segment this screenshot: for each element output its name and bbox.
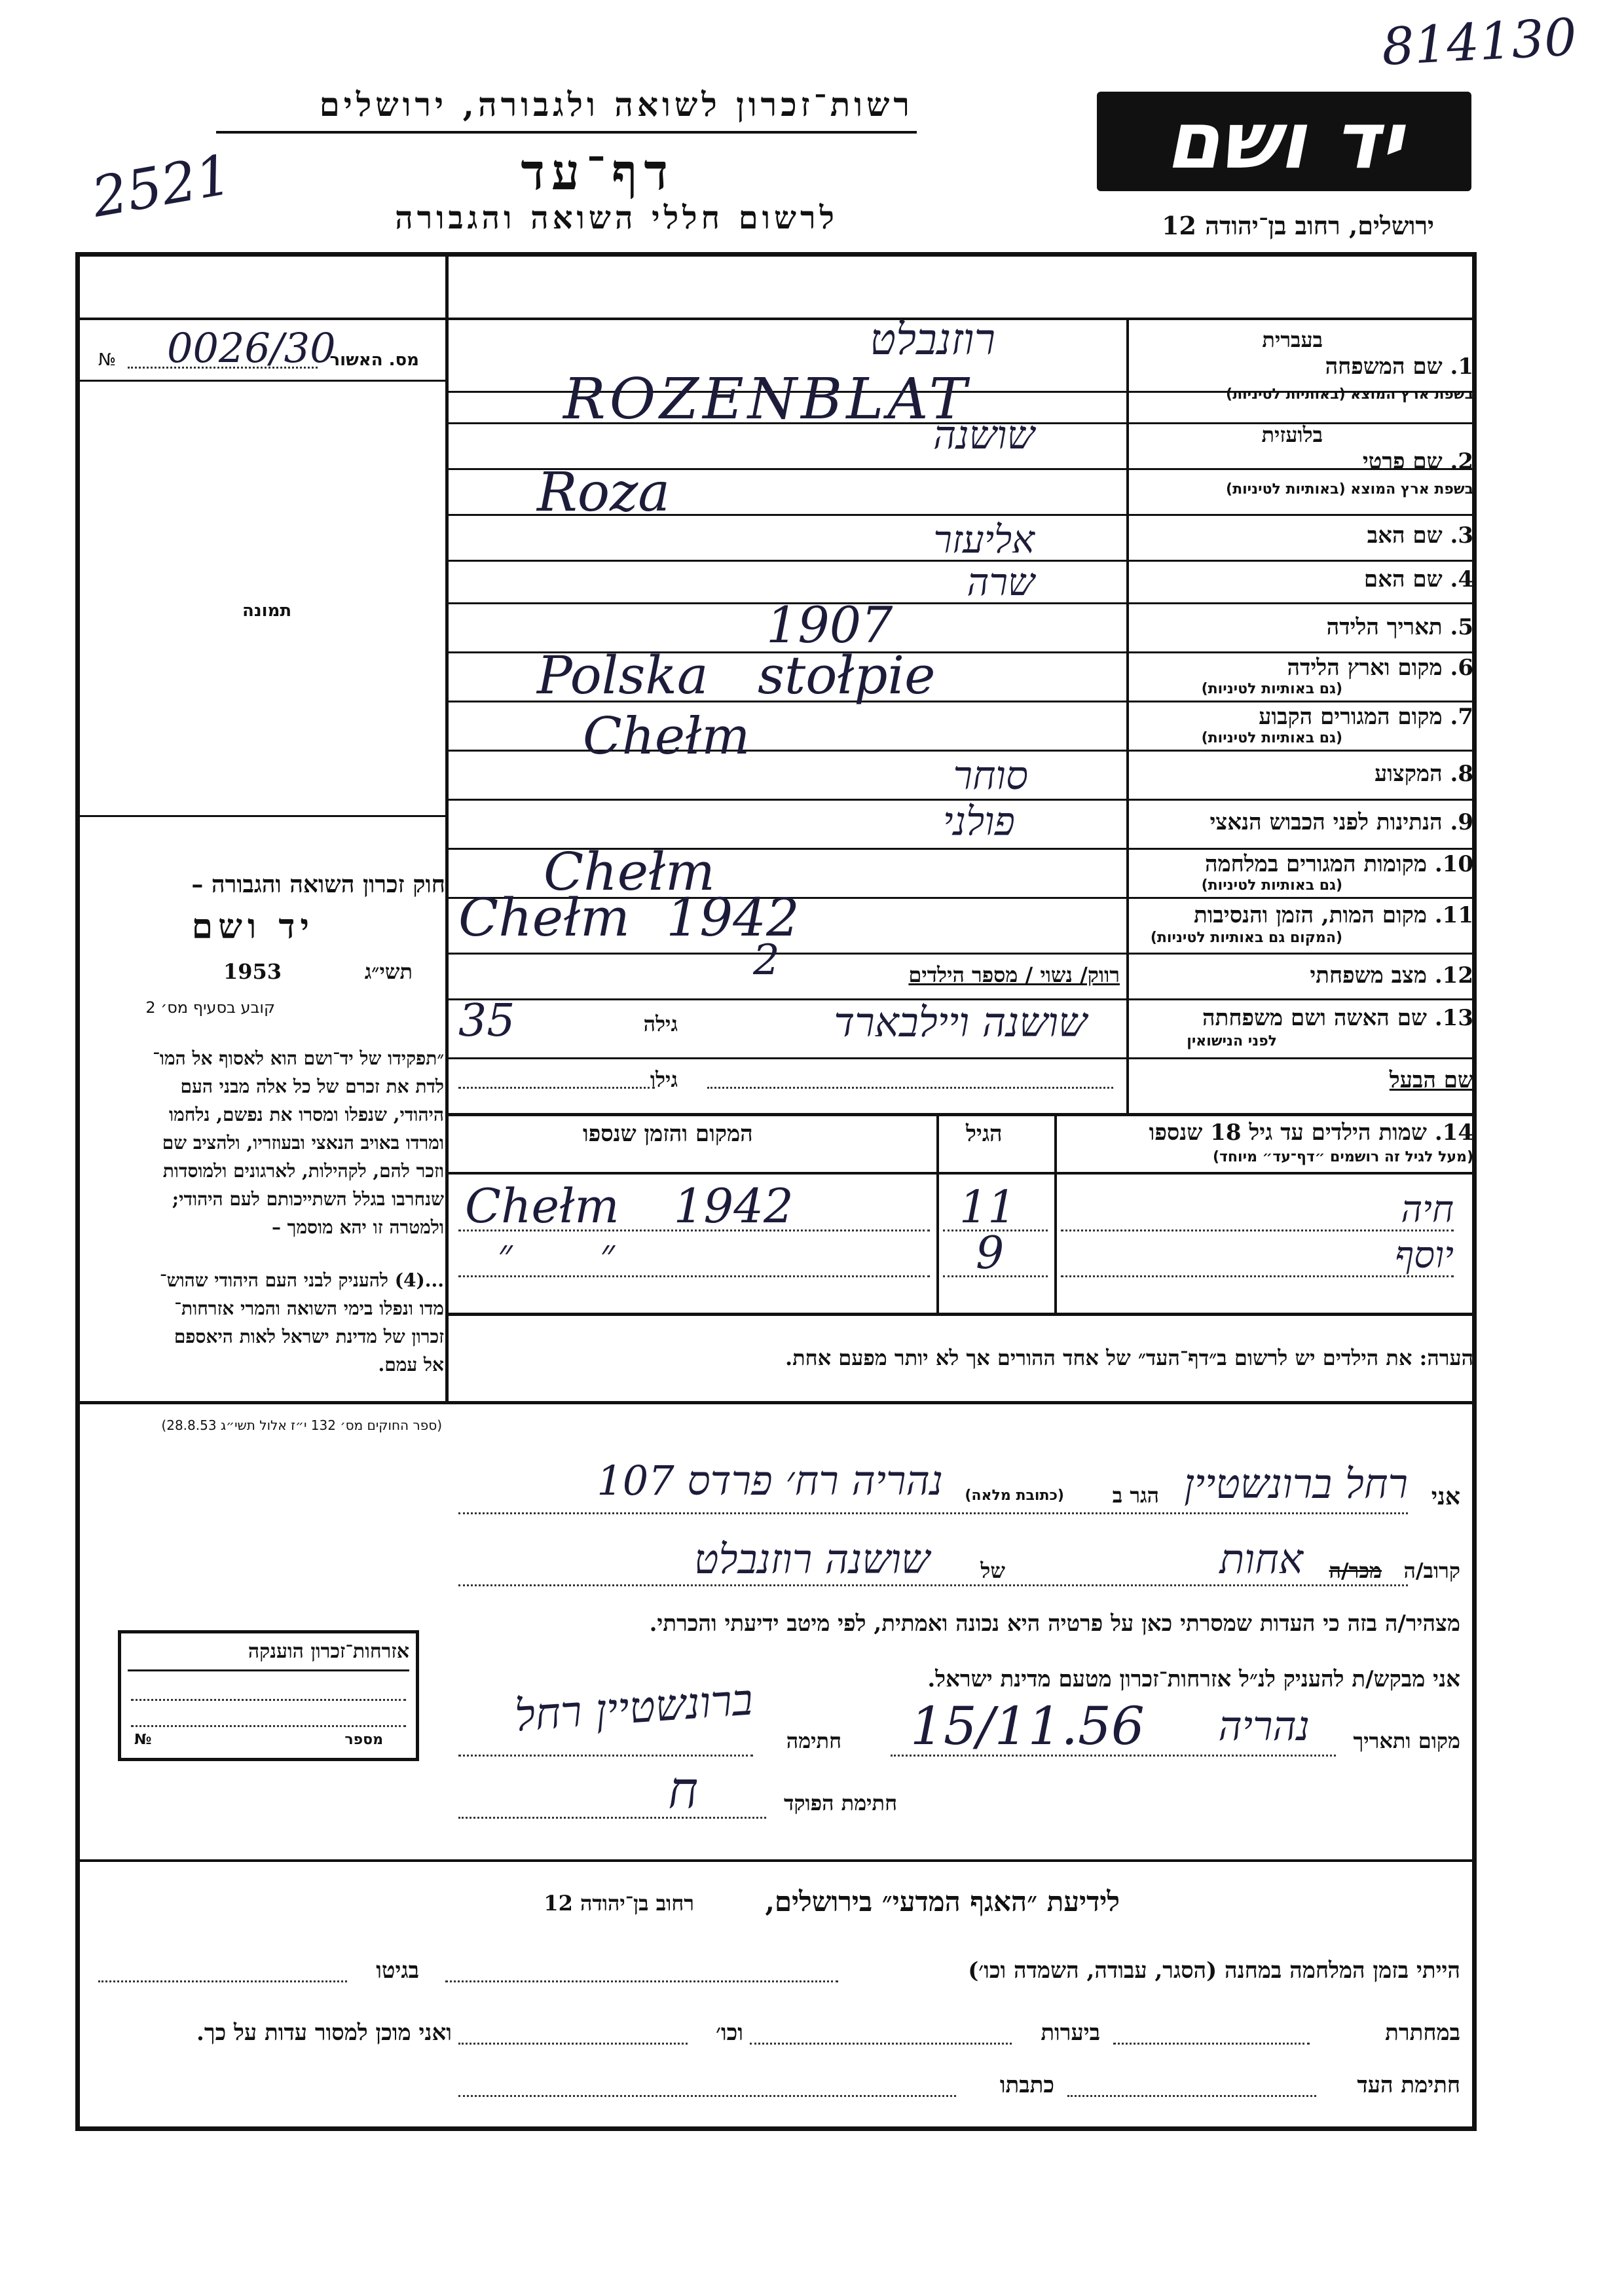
officer-signature-dots <box>458 1817 766 1819</box>
law-title: חוק זכרון השואה והגבורה – <box>191 871 445 898</box>
archive-number-top: 814130 <box>1380 8 1578 77</box>
field-10-label: 10. מקומות המגורים במלחמה <box>1204 851 1473 877</box>
law-year-heb: תשי״ג <box>364 959 413 984</box>
place-date-dots <box>891 1755 1336 1757</box>
field-6-label: 6. מקום וארץ הלידה <box>1287 655 1473 681</box>
field-1-sub: בשפת ארץ המוצא (באותיות לטיניות) <box>1226 386 1473 403</box>
footer-testimony-label: ואני מוכן למסור עדות על כך. <box>196 2020 452 2046</box>
children-end-line <box>449 1313 1477 1316</box>
authority-underline <box>216 131 917 134</box>
declarant-dots <box>458 1512 1408 1514</box>
nationality[interactable]: פולני <box>942 799 1015 845</box>
field-3-label: 3. שם האב <box>1367 522 1473 549</box>
firstname-hebrew[interactable]: שושנה <box>933 412 1035 458</box>
row-line <box>449 1113 1477 1116</box>
footer-etc-dots <box>458 2043 688 2045</box>
law-line: אל עמם. <box>378 1354 444 1376</box>
citizenship-dots <box>131 1725 406 1727</box>
husband-age-dots <box>458 1087 655 1089</box>
signature-value[interactable]: ברונשטיין רחל <box>513 1674 755 1741</box>
form-subtitle: לרשום חללי השואה והגבורה <box>395 200 838 236</box>
wife-age[interactable]: 35 <box>458 995 515 1047</box>
children-col-place: המקום והזמן שנספו <box>583 1121 753 1147</box>
children-sub: (מעל לגיל זה רושמים ״דף־עד״ מיוחד) <box>1212 1149 1473 1165</box>
place-value[interactable]: נהריה <box>1218 1702 1310 1750</box>
approval-label: מס. האשור <box>329 350 419 370</box>
surname-latin[interactable]: ROZENBLAT <box>563 367 971 432</box>
footer-camp-dots <box>445 1980 838 1982</box>
citizenship-dots <box>131 1699 406 1701</box>
full-address-label: (כתובת מלאה) <box>965 1487 1064 1504</box>
statement-1: מצהיר/ה בזה כי העדות שמסרתי כאן על פרטיה היא נכונה ואמתית, לפי מיטב ידיעתי והכרתי. <box>649 1611 1460 1637</box>
footer-address-label: כתבתו <box>999 2072 1054 2098</box>
field-1-label: 1. שם המשפחה <box>1325 354 1473 380</box>
archive-number-left: 2521 <box>87 142 236 230</box>
footer-ghetto-label: בגיטו <box>376 1958 419 1984</box>
citizenship-line <box>128 1669 409 1671</box>
of-name[interactable]: שושנה רוזנבלט <box>694 1535 930 1583</box>
row-line <box>449 1057 1477 1059</box>
citizenship-number-label: מספר <box>344 1732 383 1748</box>
note-bottom-line <box>75 1401 1477 1404</box>
signature-dots <box>458 1755 753 1757</box>
child-1-place[interactable]: Chełm 1942 <box>465 1178 794 1233</box>
law-line: שנחרבו בגלל השתייכותם לעם היהודי; <box>172 1188 444 1210</box>
law-year: 1953 <box>223 959 282 984</box>
husband-name-dots <box>707 1087 1113 1089</box>
mother-name[interactable]: שרה <box>967 560 1035 604</box>
photo-label: תמונה <box>242 601 292 621</box>
declarant-address[interactable]: נהריה רח׳ פרדס 107 <box>597 1457 943 1504</box>
row-line <box>449 602 1477 604</box>
field-2-label: 2. שם פרטי <box>1362 448 1473 475</box>
firstname-latin[interactable]: Roza <box>537 462 671 524</box>
officer-signature-label: חתימת הפוקד <box>784 1791 897 1815</box>
sidebar-divider <box>445 252 449 1404</box>
of-label: של <box>980 1558 1005 1583</box>
signature-label: חתימה <box>786 1728 841 1753</box>
acquaintance-label: מכר/ה <box>1329 1558 1382 1583</box>
relation-dots <box>458 1584 1408 1586</box>
children-label: 14. שמות הילדים עד גיל 18 שנספו <box>1149 1120 1473 1146</box>
footer-forests-dots <box>750 2043 1012 2045</box>
wartime-residence[interactable]: Chełm <box>544 841 715 902</box>
footer-underground-label: במחתרת <box>1385 2020 1460 2046</box>
yad-vashem-logo <box>1097 92 1471 191</box>
law-line: לדת את זכרם של כל אלה מבני העם <box>180 1076 444 1097</box>
place-date-label: מקום ותאריך <box>1353 1728 1460 1753</box>
footer-forests-label: ביערות <box>1041 2020 1100 2046</box>
statement-2: אני מבקש/ת להעניק לנ״ל אזרחות־זכרון מטעם מדינת ישראל. <box>927 1666 1460 1692</box>
field-9-label: 9. הנתינות לפני הכבוש הנאצי <box>1209 809 1473 835</box>
officer-signature-value[interactable]: ח <box>668 1761 699 1820</box>
child-row-dots <box>1061 1230 1454 1231</box>
row-line <box>449 953 1477 955</box>
children-header-line <box>449 1172 1477 1175</box>
field-12-label: 12. מצב משפחתי <box>1310 962 1473 989</box>
law-line: ולמטרה זו יהא מוסמך – <box>271 1216 444 1238</box>
child-1-age[interactable]: 11 <box>959 1182 1016 1233</box>
children-note: הערה: את הילדים יש לרשום ב״דף־העד״ של אחד ההורים אך לא יותר מפעם אחת. <box>784 1345 1473 1370</box>
footer-etc-label: וכו׳ <box>716 2020 743 2046</box>
footer-witness-signature-dots <box>1067 2095 1316 2097</box>
children-col-age: הגיל <box>966 1121 1003 1147</box>
footer-ghetto-dots <box>98 1980 347 1982</box>
photo-bottom-line <box>75 815 445 817</box>
citizenship-box <box>118 1630 419 1761</box>
field-11-sub: (המקום גם באותיות לטיניות) <box>1150 930 1342 946</box>
law-line: ...(4) להעניק לבני העם היהודי שהוש־ <box>159 1269 444 1291</box>
relation-value[interactable]: אחות <box>1219 1535 1303 1583</box>
law-source: (ספר החוקים מס׳ 132 י״ז אלול תשי״ג 28.8.53) <box>161 1417 442 1433</box>
law-line: מדו ונפלו בימי השואה והמרי אזרחות־ <box>174 1298 444 1319</box>
children-age-col-left <box>936 1113 939 1316</box>
husband-label: שם הבעל <box>1389 1067 1473 1093</box>
wife-age-label: גילה <box>643 1011 678 1036</box>
father-name[interactable]: אליעזר <box>933 517 1035 562</box>
date-value[interactable]: 15/11.56 <box>910 1696 1145 1757</box>
profession[interactable]: סוחר <box>953 753 1028 799</box>
top-strip-line <box>75 318 1477 320</box>
law-line: וזכר להם, לקהילות, לארגונים ולמוסדות <box>162 1160 444 1182</box>
footer-title: לידיעת ״האגף המדעי״ בירושלים, <box>765 1886 1120 1918</box>
label-column-divider <box>1126 318 1129 1116</box>
declarant-label: אני <box>1431 1483 1460 1510</box>
footer-underground-dots <box>1113 2043 1310 2045</box>
family-status-options[interactable]: רווק/ נשוי / מספר הילדים <box>908 962 1120 987</box>
law-line: היהודי, שנפלו ומסרו את נפשם, נלחמו <box>168 1104 444 1125</box>
law-text <box>77 1044 444 1379</box>
law-clause: קובע בסעיף מס׳ 2 <box>145 998 275 1017</box>
citizenship-number-prefix: № <box>134 1732 152 1748</box>
form-title: דף־עד <box>521 143 674 201</box>
field-10-sub: (גם באותיות לטיניות) <box>1201 877 1342 894</box>
field-8-label: 8. המקצוע <box>1374 761 1473 787</box>
field-6-sub: (גם באותיות לטיניות) <box>1201 681 1342 697</box>
number-of-children[interactable]: 2 <box>753 936 780 985</box>
husband-age-label: גילו <box>650 1067 678 1092</box>
child-1-name[interactable]: חיה <box>1401 1188 1454 1231</box>
residing-label: הגר ב <box>1112 1483 1159 1508</box>
field-4-label: 4. שם האם <box>1363 566 1473 592</box>
law-line: ומרדו באויב הנאצי ובעוזריו, ולהציב שם <box>162 1132 444 1154</box>
field-13-label: 13. שם האשה ושם משפחתה <box>1202 1005 1473 1031</box>
children-age-col-right <box>1054 1113 1057 1316</box>
approval-value[interactable]: 0026/30 <box>167 324 336 372</box>
citizenship-title: אזרחות־זכרון הוענקה <box>248 1640 409 1663</box>
lang-hebrew-label: בעברית <box>1262 327 1323 352</box>
child-2-place[interactable]: ״ ״ <box>498 1231 616 1277</box>
logo-text: יד ושם <box>1165 96 1403 187</box>
field-7-sub: (גם באותיות לטיניות) <box>1201 730 1342 746</box>
header-address: ירושלים, רחוב בן־יהודה 12 <box>1162 211 1434 240</box>
field-13-sub: לפני הנישואין <box>1187 1033 1277 1049</box>
death-place-time[interactable]: Chełm 1942 <box>458 887 800 948</box>
authority-name: רשות־זכרון לשואה ולגבורה, ירושלים <box>319 85 913 124</box>
footer-address-dots <box>458 2095 956 2097</box>
approval-prefix: № <box>98 350 117 370</box>
child-2-age[interactable]: 9 <box>976 1228 1005 1279</box>
footer-address: רחוב בן־יהודה 12 <box>544 1891 694 1916</box>
footer-top-line <box>75 1859 1477 1862</box>
surname-hebrew[interactable]: רוזנבלט <box>870 314 995 365</box>
approval-underline <box>75 380 445 382</box>
wife-name[interactable]: שושנה ויילבארד <box>834 998 1087 1046</box>
relative-label: קרוב/ה <box>1403 1558 1460 1583</box>
field-2-sub: בשפת ארץ המוצא (באותיות לטיניות) <box>1226 481 1473 498</box>
footer-camp-label: הייתי בזמן המלחמה במחנה (הסגר, עבודה, השמדה וכו׳) <box>968 1958 1460 1984</box>
declarant-name[interactable]: רחל ברונשטיין <box>1184 1460 1408 1508</box>
field-11-label: 11. מקום המות, הזמן והנסיבות <box>1193 902 1473 928</box>
law-line: זכרון של מדינת ישראל לאות היאספם <box>174 1326 444 1347</box>
footer-witness-signature-label: חתימת העד <box>1357 2072 1460 2098</box>
field-7-label: 7. מקום המגורים הקבוע <box>1259 704 1473 730</box>
lang-foreign-label: בלועזית <box>1261 422 1323 447</box>
child-2-name[interactable]: יוסף <box>1395 1234 1454 1277</box>
field-5-label: 5. תאריך הלידה <box>1326 614 1473 640</box>
birth-date[interactable]: 1907 <box>766 596 893 654</box>
law-line: ״תפקידו של יד־ושם הוא לאסוף אל המו־ <box>153 1048 444 1069</box>
residence[interactable]: Chełm <box>583 707 750 766</box>
birth-place[interactable]: Polska stołpie <box>537 645 936 706</box>
law-name: יד ושם <box>191 907 314 947</box>
